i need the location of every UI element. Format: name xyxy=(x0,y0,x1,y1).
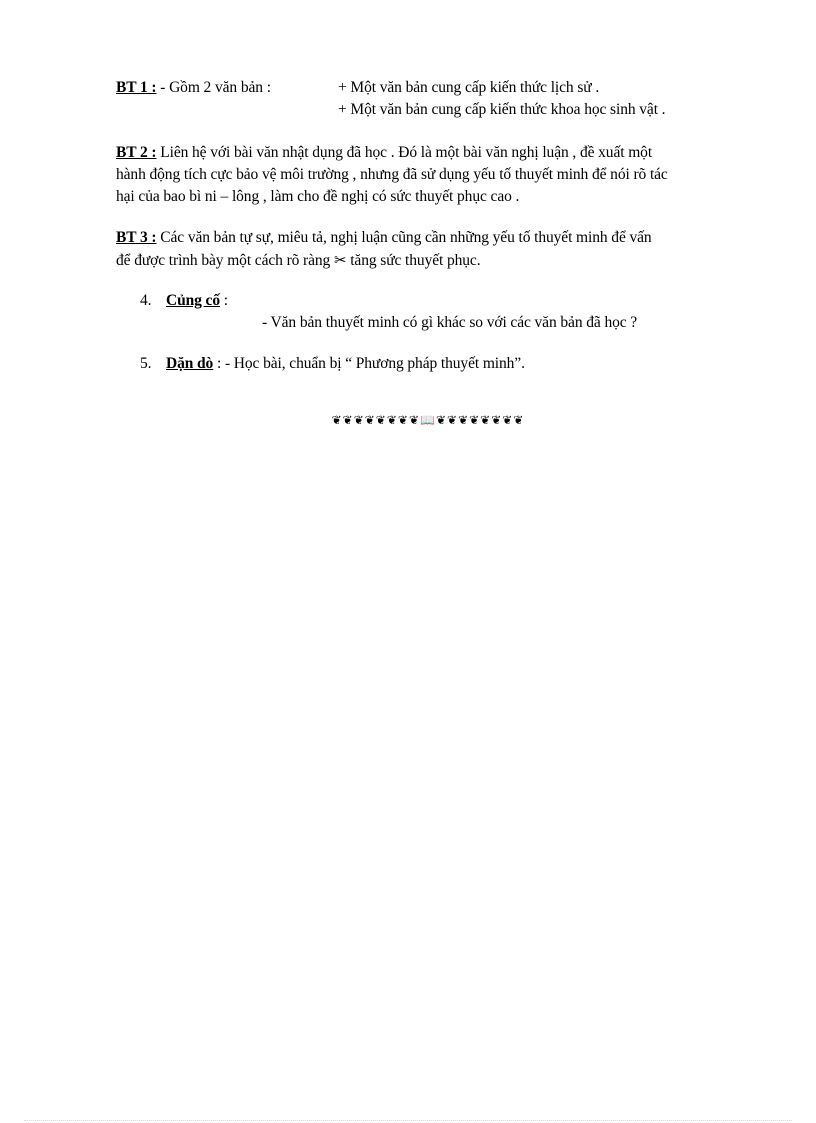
section4-item: - Văn bản thuyết minh có gì khác so với các văn bản đã học ? xyxy=(262,314,638,331)
bt3-text-1: Các văn bản tự sự, miêu tả, nghị luận cũng cần những yếu tố thuyết minh để vấn xyxy=(156,229,652,246)
bt1-item-2: + Một văn bản cung cấp kiến thức khoa học sinh vật . xyxy=(338,101,666,118)
section4-title-line xyxy=(166,290,228,312)
bt2-line-2: hành động tích cực bảo vệ môi trường , nhưng đã sử dụng yếu tố thuyết minh để nói rõ tác xyxy=(116,166,668,183)
bt1-label: BT 1 : xyxy=(116,79,157,96)
bt3-text-2a: để được trình bày một cách rõ ràng xyxy=(116,252,334,269)
bt1-line xyxy=(116,77,271,99)
bt3-label: BT 3 : xyxy=(116,229,157,246)
scissors-icon: ✂ xyxy=(333,251,347,269)
section4-colon: : xyxy=(220,292,228,309)
bt2-line-3: hại của bao bì ni – lông , làm cho đề nghị có sức thuyết phục cao . xyxy=(116,188,520,205)
bt1-text: - Gồm 2 văn bản : xyxy=(156,79,271,96)
bt3-text-2b: tăng sức thuyết phục. xyxy=(346,252,481,269)
page-bottom-rule xyxy=(24,1120,792,1121)
bt2-text-1: Liên hệ với bài văn nhật dụng đã học . Đó là một bài văn nghị luận , đề xuất một xyxy=(156,144,653,161)
section4-heading xyxy=(140,290,151,312)
bt2-label: BT 2 : xyxy=(116,144,157,161)
ornament-divider: ❦❦❦❦❦❦❦❦📖❦❦❦❦❦❦❦❦ xyxy=(331,413,525,427)
section4-title: Củng cố xyxy=(166,292,220,309)
section5-number: 5. xyxy=(140,355,152,372)
section5-title: Dặn dò xyxy=(166,355,214,372)
section5-line xyxy=(166,353,525,375)
bt2-line-1 xyxy=(116,142,652,164)
bt3-line-1 xyxy=(116,227,652,249)
bt1-item-1: + Một văn bản cung cấp kiến thức lịch sử . xyxy=(338,79,600,96)
section5-text: : - Học bài, chuẩn bị “ Phương pháp thuyết minh”. xyxy=(213,355,525,372)
bt3-line-2 xyxy=(116,249,480,272)
section4-number: 4. xyxy=(140,292,152,309)
